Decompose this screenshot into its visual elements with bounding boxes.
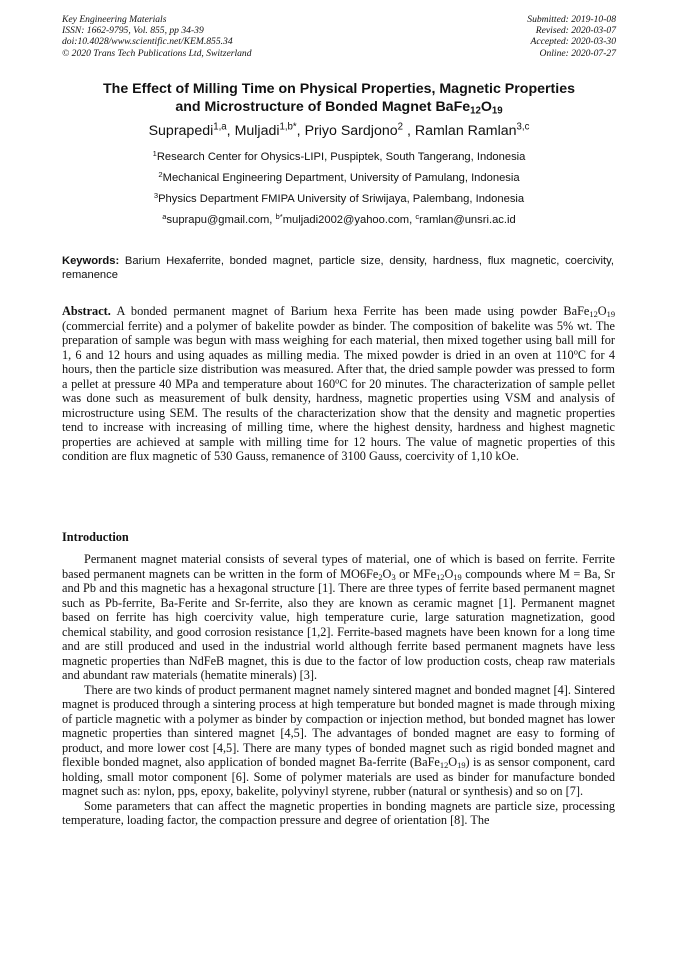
abstract-text: C for 4 hours, then the particle size distribution was measured. After that, the dried sample powder was pressed to form a pellet at pressure 40 MPa and temperature about 160 [62, 347, 615, 391]
paper-title [40, 80, 638, 116]
author-name: Priyo Sardjono [304, 123, 398, 139]
intro-text: ) is as sensor component, card holding, small motor component [6]. Some of polymer materials are used as binder for manufacture bonded magnet such as: nylon, pps, epoxy, bakelite, polyvinyl styrene, rubber (natural or synthesis) and so on [7]. [62, 755, 615, 798]
title-o: O [480, 99, 492, 115]
email-a: suprapu@gmail.com, [166, 214, 276, 226]
accepted-date: Accepted: 2020-03-30 [530, 36, 616, 48]
affiliation-mark: 1 [152, 148, 157, 158]
intro-sub: 2 [378, 572, 383, 582]
abstract-text: A bonded permanent magnet of Barium hexa Ferrite has been made using powder BaFe [110, 304, 590, 318]
abstract-text: C for 20 minutes. The characterization of sample pellet was done such as measurement of bulk density, hardness, magnetic properties using VSM and analysis of microstructure using SEM. The results of the characterization show that the density and magnetic properties tend to increase with increasing of milling time, where the highest density, hardness and highest magnetic properties are achieved at sample with milling time for 12 hours. The value of magnetic properties of this condition are flux magnetic of 530 Gauss, remanence of 3100 Gauss, coercivity of 1,10 kOe. [62, 376, 615, 463]
affiliation-text: Mechanical Engineering Department, University of Pamulang, Indonesia [162, 172, 520, 184]
keywords-label: Keywords: [62, 255, 120, 267]
author-list [40, 122, 638, 140]
email-b: muljadi2002@yahoo.com, [282, 214, 416, 226]
affiliation-mark: 2 [158, 169, 163, 179]
email-mark: c [415, 211, 420, 221]
doi: doi:10.4028/www.scientific.net/KEM.855.34 [62, 36, 233, 48]
journal-name: Key Engineering Materials [62, 14, 167, 25]
abstract [62, 304, 615, 464]
abstract-degree: o [573, 346, 578, 356]
email-c: ramlan@unsri.ac.id [419, 214, 516, 226]
title-sub-19: 19 [491, 105, 503, 117]
author-affiliation-mark: 1,a [213, 121, 227, 133]
author-affiliation-mark: 3,c [516, 121, 530, 133]
affiliation-3 [40, 192, 638, 206]
abstract-text: O [597, 304, 607, 318]
abstract-text: (commercial ferrite) and a polymer of bakelite powder as binder. The composition of bakelite was 5% wt. The preparation of sample was begun with mass weighing for each material, then mixed together using ball mill for 1, 6 and 12 hours and using aquades as milling media. The mixed powder is dried in an oven at 110 [62, 318, 615, 362]
author-separator: , [403, 123, 415, 139]
author-separator: , [226, 123, 235, 139]
keywords [62, 254, 614, 282]
title-sub-12: 12 [470, 105, 481, 117]
affiliation-mark: 3 [153, 190, 159, 200]
intro-paragraph-1 [62, 552, 615, 683]
author-separator: , [296, 123, 305, 139]
intro-sub: 3 [391, 572, 396, 582]
introduction-body [62, 552, 615, 828]
intro-text: There are two kinds of product permanent magnet namely sintered magnet and bonded magnet [4]. Sintered magnet is produced through a sintering process at high temperature but bonded magnet is made through mixing of particle magnetic with a polymer as binder by compaction or injection method, but bonded magnet has lower magnetic properties than sintered magnet [4,5]. The advantages of bonded magnet are easy to forming of product, and more lower cost [4,5]. There are many types of bonded magnet such as rigid bonded magnet and flexible bonded magnet, also application of bonded magnet Ba-ferrite (BaFe [62, 682, 615, 769]
intro-text: Permanent magnet material consists of several types of material, one of which is based on ferrite. Ferrite based permanent magnets can be written in the form of MO6Fe [62, 552, 615, 581]
author-affiliation-mark: 1,b* [279, 121, 297, 133]
abstract-sub: 12 [589, 310, 598, 320]
affiliation-1 [40, 150, 638, 164]
copyright: © 2020 Trans Tech Publications Ltd, Switzerland [62, 47, 252, 59]
intro-text: or MFe [395, 566, 437, 581]
intro-text: O [382, 566, 392, 581]
abstract-label: Abstract. [62, 304, 111, 318]
author-name: Ramlan Ramlan [414, 123, 517, 139]
title-line-2 [40, 98, 638, 116]
section-heading-introduction: Introduction [62, 530, 129, 544]
author-emails [40, 213, 638, 227]
title-line-2-text: and Microstructure of Bonded Magnet BaFe [175, 99, 471, 115]
journal-header-left [62, 14, 252, 59]
keywords-text: Barium Hexaferrite, bonded magnet, particle size, density, hardness, flux magnetic, coercivity, remanence [62, 255, 614, 281]
affiliation-2 [40, 171, 638, 185]
affiliation-text: Research Center for Ohysics-LIPI, Puspiptek, South Tangerang, Indonesia [156, 151, 526, 163]
revised-date: Revised: 2020-03-07 [535, 25, 616, 37]
intro-sub: 19 [457, 761, 466, 771]
intro-sub: 12 [436, 572, 445, 582]
intro-paragraph-2 [62, 683, 615, 799]
abstract-sub: 19 [606, 310, 615, 320]
abstract-degree: o [335, 375, 340, 385]
author-affiliation-mark: 2 [397, 121, 403, 133]
online-date: Online: 2020-07-27 [539, 47, 616, 59]
submitted-date: Submitted: 2019-10-08 [527, 14, 616, 25]
intro-text: O [444, 566, 454, 581]
author-name: Muljadi [234, 123, 280, 139]
author-name: Suprapedi [148, 123, 214, 139]
title-line-1: The Effect of Milling Time on Physical Properties, Magnetic Properties [103, 81, 575, 97]
intro-text: O [448, 755, 458, 769]
intro-text: compounds where M = Ba, Sr and Pb and this magnetic has a hexagonal structure [1]. There are three types of ferrite based permanent magnet such as Pb-ferrite, Ba-Ferite and Sr-ferrite, also they are known as ceramic magnet [1]. Permanent magnet based on ferrite has high coercivity value, high temperature curie, large saturation magnetization, good chemical stability, and good corrosion resistance [1,2]. Ferrite-based magnets have been known for a long time and are still produced and used in the industrial world although ferrite based permanent magnets have less magnetic properties than NdFeB magnet, this is due to the factor of low production costs, cheap raw materials and abundant raw materials (hematite minerals) [3]. [62, 566, 615, 682]
email-mark: b* [275, 211, 283, 221]
issn: ISSN: 1662-9795, Vol. 855, pp 34-39 [62, 25, 204, 37]
email-mark: a [162, 211, 167, 221]
journal-header-right [527, 14, 616, 59]
affiliation-text: Physics Department FMIPA University of Sriwijaya, Palembang, Indonesia [158, 193, 525, 205]
intro-sub: 19 [453, 572, 462, 582]
intro-sub: 12 [439, 761, 449, 771]
intro-paragraph-3: Some parameters that can affect the magnetic properties in bonding magnets are particle size, processing temperature, loading factor, the compaction pressure and degree of orientation [8]. The [62, 798, 615, 827]
